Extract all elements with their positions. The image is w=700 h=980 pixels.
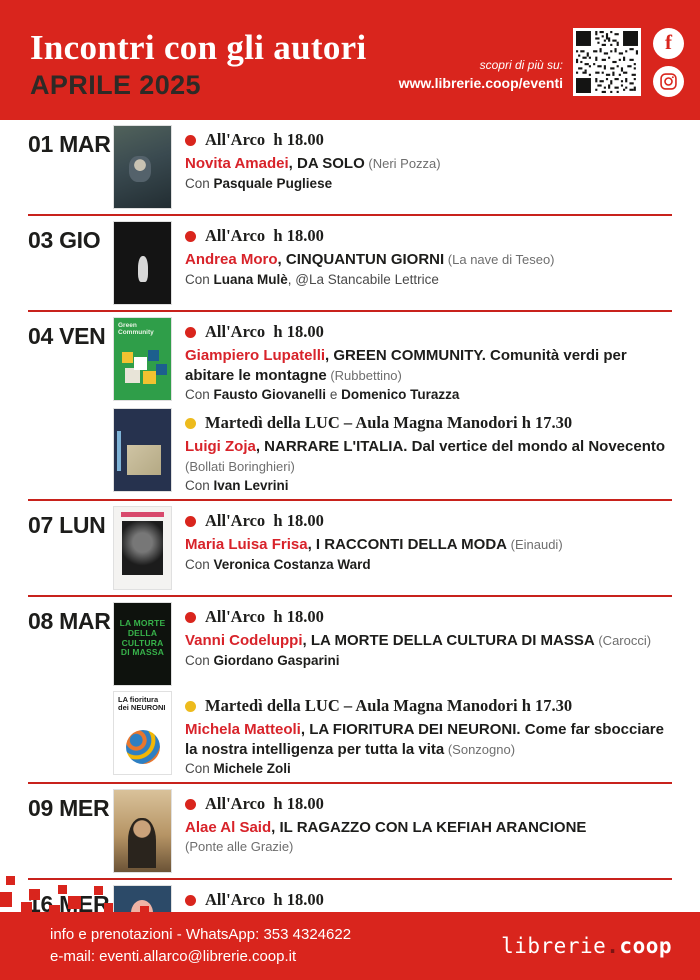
venue-dot [185, 327, 196, 338]
venue-text: All'Arco h 18.00 [205, 226, 324, 245]
event-item [114, 507, 672, 589]
event-item [114, 126, 672, 208]
venue-dot [185, 612, 196, 623]
publisher: (Neri Pozza) [364, 156, 441, 171]
venue-dot [185, 701, 196, 712]
event-details [185, 222, 672, 304]
book-cover [114, 222, 171, 304]
facebook-icon: f [653, 28, 684, 59]
book-cover-title: LA MORTE DELLA CULTURA DI MASSA [119, 618, 166, 658]
event-items [114, 126, 672, 208]
venue-dot [185, 231, 196, 242]
book-cover [114, 126, 171, 208]
venue-text: All'Arco h 18.00 [205, 890, 324, 909]
event-row [28, 597, 672, 784]
book-cover [114, 692, 171, 774]
event-item [114, 222, 672, 304]
event-date: 09 MER [28, 795, 110, 821]
book-cover [114, 603, 171, 685]
event-details [185, 692, 672, 776]
venue-line [185, 607, 672, 627]
venue-text: Martedì della LUC – Aula Magna Manodori h 17.30 [205, 413, 573, 432]
book-title: LA FIORITURA DEI NEURONI. Come far sbocciare la nostra intelligenza per tutta la vita [185, 721, 664, 758]
venue-text: All'Arco h 18.00 [205, 607, 324, 626]
with-line: Con Giordano Gasparini [185, 652, 340, 668]
book-title: DA SOLO [296, 155, 365, 172]
footer [0, 912, 700, 980]
publisher: (La nave di Teseo) [444, 252, 555, 267]
author-name: Alae Al Said [185, 819, 272, 836]
event-items [114, 507, 672, 589]
promo-text [399, 58, 563, 92]
book-cover [114, 318, 171, 400]
event-list [0, 120, 700, 912]
book-cover-title: Green Community [118, 322, 154, 336]
with-line: Con Fausto Giovanelli e Domenico Turazza [185, 387, 460, 402]
book-title: CINQUANTUN GIORNI [285, 251, 445, 268]
with-line: Con Pasquale Pugliese [185, 175, 333, 191]
venue-text: All'Arco h 18.00 [205, 130, 324, 149]
header-right [399, 0, 700, 97]
event-row [28, 880, 672, 912]
author-name: Giampiero Lupatelli [185, 347, 326, 364]
book-line: Maria Luisa Frisa, I RACCONTI DELLA MODA (Einaudi) [185, 536, 563, 553]
page-subtitle: APRILE 2025 [30, 69, 201, 100]
with-line: Con Michele Zoli [185, 761, 291, 776]
publisher: (Carocci) [594, 633, 652, 648]
venue-text: Martedì della LUC – Aula Magna Manodori h 17.30 [205, 696, 573, 715]
book-line: Luigi Zoja, NARRARE L'ITALIA. Dal vertice del mondo al Novecento (Bollati Boringhieri) [185, 438, 666, 474]
book-cover [114, 790, 171, 872]
event-details [185, 126, 672, 208]
event-row [28, 501, 672, 597]
event-items [114, 318, 672, 493]
event-date: 07 LUN [28, 512, 106, 538]
publisher: (Einaudi) [507, 537, 563, 552]
contact-info [50, 924, 351, 968]
book-cover [114, 886, 171, 912]
venue-text: All'Arco h 18.00 [205, 794, 324, 813]
contact-whatsapp: info e prenotazioni - WhatsApp: 353 4324622 [50, 926, 352, 944]
event-item [114, 409, 672, 493]
venue-line [185, 696, 672, 716]
venue-line [185, 413, 672, 433]
event-date: 01 MAR [28, 131, 111, 157]
event-items [114, 603, 672, 776]
venue-text: All'Arco h 18.00 [205, 511, 324, 530]
event-items [114, 222, 672, 304]
event-row [28, 216, 672, 312]
librerie-coop-logo: librerie.coop [501, 934, 672, 958]
author-name: Novita Amadei [185, 155, 289, 172]
instagram-icon [653, 66, 684, 97]
venue-dot [185, 516, 196, 527]
publisher: (Bollati Boringhieri) [185, 458, 295, 474]
with-line: Con Veronica Costanza Ward [185, 556, 371, 572]
event-item [114, 692, 672, 776]
event-details [185, 886, 672, 912]
book-title: GREEN COMMUNITY. Comunità verdi per abitare le montagne [185, 347, 627, 384]
author-name: Vanni Codeluppi [185, 632, 303, 649]
venue-dot [185, 799, 196, 810]
event-date: 16 MER [28, 891, 110, 912]
book-title: NARRARE L'ITALIA. Dal vertice del mondo al Novecento [264, 438, 666, 455]
event-details [185, 790, 672, 872]
author-name: Luigi Zoja [185, 438, 256, 455]
event-item [114, 603, 672, 685]
book-cover-title: LA fioritura dei NEURONI [118, 695, 166, 713]
event-date: 08 MAR [28, 608, 111, 634]
author-name: Maria Luisa Frisa [185, 536, 308, 553]
venue-line [185, 890, 672, 910]
event-row [28, 120, 672, 216]
publisher: (Ponte alle Grazie) [185, 838, 294, 854]
venue-line [185, 322, 672, 342]
venue-line [185, 130, 672, 150]
book-line: Vanni Codeluppi, LA MORTE DELLA CULTURA DI MASSA (Carocci) [185, 632, 652, 649]
book-title: I RACCONTI DELLA MODA [315, 536, 508, 553]
book-title: IL RAGAZZO CON LA KEFIAH ARANCIONE [279, 819, 587, 836]
publisher: (Sonzogno) [444, 741, 516, 757]
book-line: Alae Al Said, IL RAGAZZO CON LA KEFIAH ARANCIONE [185, 819, 587, 836]
venue-line [185, 226, 672, 246]
book-cover [114, 409, 171, 491]
header-title-block [0, 0, 366, 101]
event-date: 03 GIO [28, 227, 101, 253]
event-date: 04 VEN [28, 323, 106, 349]
event-item [114, 318, 672, 402]
pixel-mosaic-decoration [6, 876, 15, 885]
promo-line1: scopri di più su: [479, 58, 563, 72]
venue-text: All'Arco h 18.00 [205, 322, 324, 341]
page-title: Incontri con gli autori [30, 28, 367, 67]
contact-email: e-mail: eventi.allarco@librerie.coop.it [50, 948, 297, 965]
with-line: Con Luana Mulè, @La Stancabile Lettrice [185, 271, 439, 287]
publisher: (Rubbettino) [326, 367, 402, 383]
event-item [114, 790, 672, 872]
venue-dot [185, 418, 196, 429]
event-row [28, 312, 672, 501]
venue-dot [185, 895, 196, 906]
book-title: LA MORTE DELLA CULTURA DI MASSA [310, 632, 595, 649]
author-name: Andrea Moro [185, 251, 278, 268]
author-name: Michela Matteoli [185, 721, 301, 738]
event-details [185, 318, 672, 402]
book-line: Giampiero Lupatelli, GREEN COMMUNITY. Comunità verdi per abitare le montagne (Rubbettino) [185, 347, 627, 384]
event-items [114, 790, 672, 872]
website-url: www.librerie.coop/eventi [398, 74, 563, 91]
event-items [114, 886, 672, 912]
social-icons [653, 28, 684, 97]
event-item [114, 886, 672, 912]
book-line: Novita Amadei, DA SOLO (Neri Pozza) [185, 155, 441, 172]
header [0, 0, 700, 120]
event-row [28, 784, 672, 880]
venue-line [185, 511, 672, 531]
book-line: Andrea Moro, CINQUANTUN GIORNI (La nave di Teseo) [185, 251, 555, 268]
with-line: Con Ivan Levrini [185, 478, 289, 493]
venue-line [185, 794, 672, 814]
event-details [185, 507, 672, 589]
book-cover [114, 507, 171, 589]
venue-dot [185, 135, 196, 146]
event-details [185, 603, 672, 685]
qr-code-icon [573, 28, 641, 96]
book-line: Michela Matteoli, LA FIORITURA DEI NEURONI. Come far sbocciare la nostra intelligenza per tutta la vita (Sonzogno) [185, 721, 664, 758]
event-details [185, 409, 672, 493]
